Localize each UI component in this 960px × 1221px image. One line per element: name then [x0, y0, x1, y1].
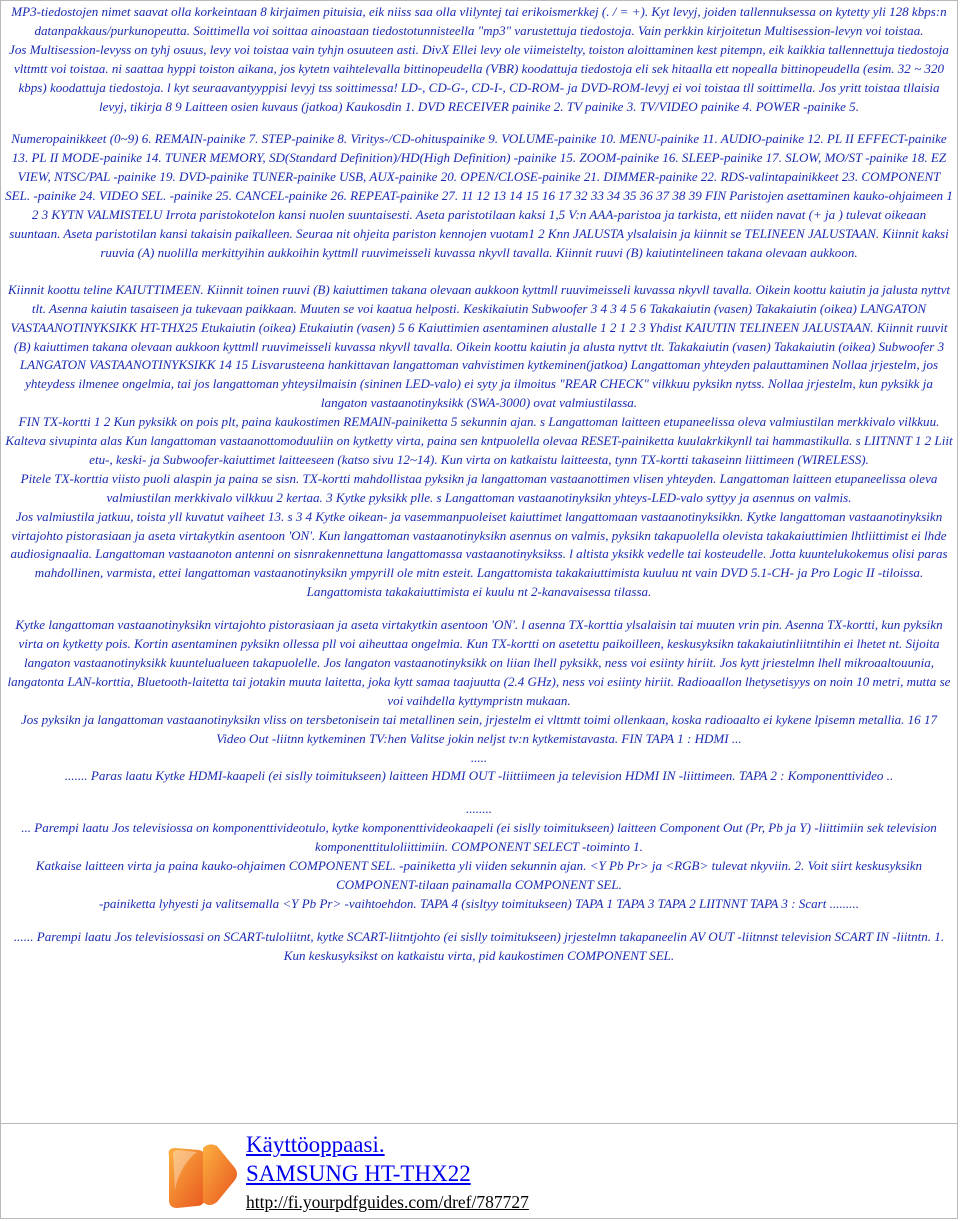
arrow-logo-icon: [159, 1128, 241, 1219]
url-link[interactable]: http://fi.yourpdfguides.com/dref/787727: [246, 1192, 529, 1212]
paragraph-13: ... Parempi laatu Jos televisiossa on komponenttivideotulo, kytke komponenttivideokaapeli (ei sislly toimitukseen) laitteen Component Out (Pr, Pb ja Y) -liittimiin sek television komponenttituloliittimiin. COMPONENT SELECT -toiminto 1.: [21, 820, 937, 855]
paragraph-5: FIN TX-kortti 1 2 Kun pyksikk on pois plt, paina kaukostimen REMAIN-painiketta 5 sekunnin ajan. s Langattoman laitteen etupaneelissa oleva valmiustilan merkkivalo vilkkuu. Kalteva sivupinta alas Kun langattoman vastaanottomoduuliin on kytketty virta, paina sen kntpuolella olevaa RESET-painiketta kuulakrkikynll tai hammastikulla. s LIITNNT 1 2 Liit etu-, keski- ja Subwoofer-kaiuttimet laitteeseen (katso sivu 12~14). Kun virta on katkaistu laitteesta, tynn TX-kortti takaseinn liittimeen (WIRELESS).: [5, 414, 953, 467]
paragraph-2: Jos Multisession-levyss on tyhj osuus, levy voi toistaa vain tyhjn osuuteen asti. DivX Ellei levy ole viimeistelty, toiston aloittaminen kest pitempn, eik kaikkia tallennettuja tiedostoja vlttmtt voi toistaa. ni saattaa hyppi toiston aikana, jos kytetn vaihtelevalla bittinopeudella (VBR) koodattuja tiedostoja eli sek hitaalla ett nopealla bittinopeudella (esim. 32 ~ 320 kbps) koodattuja tiedostoja. l kyt seuraavantyyppisi levyj tss soittimessa! LD-, CD-G-, CD-I-, CD-ROM- ja DVD-ROM-levyj ei voi toistaa tll soittimella. Jos yritt toistaa tllaisia levyj, tikirja 8 9 Laitteen osien kuvaus (jatkoa) Kaukosdin 1. DVD RECEIVER painike 2. TV painike 3. TV/VIDEO painike 4. POWER -painike 5.: [9, 41, 949, 114]
paragraph-12: ........: [465, 801, 493, 817]
paragraph-4: Kiinnit koottu teline KAIUTTIMEEN. Kiinnit toinen ruuvi (B) kaiuttimen takana olevaan aukkoon kyttmll ruuvimeisseli kuvassa nkyvll tavalla. Oikein koottu kaiutin ja jalusta nyttvt tlt. Asenna kaiutin tasaiseen ja tukevaan paikkaan. Muuten se voi kaatua helposti. Keskikaiutin Subwoofer 3 4 3 4 5 6 Takakaiutin (vasen) Takakaiutin (oikea) LANGATON VASTAANOTINYKSIKK HT-THX25 Etukaiutin (oikea) Etukaiutin (vasen) 5 6 Kaiuttimien asentaminen alustalle 1 2 1 2 3 Yhdist KAIUTIN TELINEEN JALUSTAAN. Kiinnit ruuvit (B) kaiuttimen takana olevaan aukkoon kyttmll ruuvimeisseli kuvassa nkyvll tavalla. Oikein koottu kaiutin ja alusta nyttvt tlt. Takakaiutin (vasen) Takakaiutin (oikea) Subwoofer 3 LANGATON VASTAANOTINYKSIKK 14 15 Lisvarusteena hankittavan langattoman vahvistimen kytkeminen(jatkoa) Langattoman yhteyden palauttaminen Nollaa jrjestelm, jos yhteydess ilmenee ongelmia, tai jos langattoman yhteysilmaisin (sininen LED-valo) ei syty ja ilmoitus "REAR CHECK" vilkkuu pyksikn nytss. Nollaa jrjestelm, kun pyksikk ja langaton vastaanotinyksikk (SWA-3000) ovat valmiustilassa.: [7, 281, 951, 411]
paragraph-3: Numeropainikkeet (0~9) 6. REMAIN-painike 7. STEP-painike 8. Viritys-/CD-ohituspainike 9. VOLUME-painike 10. MENU-painike 11. AUDIO-painike 12. PL II EFFECT-painike 13. PL II MODE-painike 14. TUNER MEMORY, SD(Standard Definition)/HD(High Definition) -painike 15. ZOOM-painike 16. SLEEP-painike 17. SLOW, MO/ST -painike 18. EZ VIEW, NTSC/PAL -painike 19. DVD-painike TUNER-painike USB, AUX-painike 20. OPEN/CLOSE-painike 21. DIMMER-painike 22. RDS-valintapainikkeet 23. COMPONENT SEL. -painike 24. VIDEO SEL. -painike 25. CANCEL-painike 26. REPEAT-painike 27. 11 12 13 14 15 16 17 32 33 34 35 36 37 38 39 FIN Paristojen asettaminen kauko-ohjaimeen 1 2 3 KYTN VALMISTELU Irrota paristokotelon kansi nuolen suuntaisesti. Aseta paristotilaan kaksi 1,5 V:n AAA-paristoa ja tarkista, ett niiden navat (+ ja ) tulevat oikeaan suuntaan. Aseta paristotilan kansi takaisin paikalleen. Seuraa nit ohjeita pariston kennojen vuotam1 2 Knn JALUSTA ylsalaisin ja kiinnit se TELINEEN JALUSTAAN. Kiinnit kaksi ruuvia (A) nuolilla merkittyihin aukkoihin kyttmll ruuvimeisseli kuvassa nkyvll tavalla. Kiinnit ruuvi (B) kaiutintelineen takana olevaan aukkoon.: [5, 131, 953, 260]
paragraph-1: MP3-tiedostojen nimet saavat olla korkeintaan 8 kirjaimen pituisia, eik niiss saa olla vlilyntej tai erikoismerkkej (. / = +). Kyt levyj, joiden tallennuksessa on kytetty yli 128 kbps:n datanpakkaus/purkunopeutta. Soittimella voi soittaa ainoastaan tiedostotunnisteella "mp3" varustettuja tiedostoja. Vain perkkin kirjoitetun Multisession-levyn voi toistaa.: [11, 4, 947, 38]
footer: [1, 1123, 957, 1219]
footer-links: [246, 1130, 529, 1217]
product-link[interactable]: SAMSUNG HT-THX22: [246, 1161, 471, 1186]
paragraph-9: Jos pyksikn ja langattoman vastaanotinyksikn vliss on tersbetonisein tai metallinen sein, jrjestelm ei vlttmtt toimi ollenkaan, koska radioaalto ei kykene lpisemn metallia. 16 17 Video Out -liitnn kytkeminen TV:hen Valitse jokin neljst tv:n kytkemistavasta. FIN TAPA 1 : HDMI ...: [20, 711, 938, 746]
paragraph-8: Kytke langattoman vastaanotinyksikn virtajohto pistorasiaan ja aseta virtakytkin asentoon 'ON'. l asenna TX-korttia ylsalaisin tai muuten vrin pin. Asenna TX-kortti, kun pyksikn virta on kytketty pois. Kortin asentaminen pyksikn ollessa pll voi aiheuttaa ongelmia. Kun TX-kortti on asetettu paikoilleen, keskusyksikn takakaiutinliitntihin ei lhetet nt. Sijoita langaton vastaanotinyksikk kuuntelualueen takapuolelle. Jos langaton vastaanotinyksikk on liian lhell pyksikk, ness voi esiinty hiriit. Jos kytt jriestelmn lhell mikroaaltouunia, langatonta LAN-korttia, Bluetooth-laitetta tai jotakin muuta laitetta, joka kytt samaa taajuutta (2.4 GHz), ness voi esiinty hiriit. Radioaallon lhetysetisyys on noin 10 metri, mutta se voi vaihdella kyttympristn mukaan.: [7, 617, 951, 708]
paragraph-7: Jos valmiustila jatkuu, toista yll kuvatut vaiheet 13. s 3 4 Kytke oikean- ja vasemmanpuoleiset kaiuttimet langattomaan vastaanotinyksikkn. Kytke langattoman vastaanotinyksikn virtajohto pistorasiaan ja aseta virtakytkin asentoon 'ON'. Kun langattoman vastaanotinyksikn asennus on valmis, pyksikn takapuolella olevista takakaiuttimien lhtliittimist ei lhde audiosignaalia. Langattoman vastaanoton antenni on sisnrakennettuna langattomassa vastaanotinyksikss. l altista yksikk vedelle tai kosteudelle. Jotta kuuntelukokemus olisi paras mahdollinen, varmista, ettei langattoman vastaanotinyksikn ympyrill ole mitn esteit. Langattomista takakaiuttimista kuuluu nt vain DVD 5.1-CH- ja Pro Logic II -tiloissa. Langattomista takakaiuttimista ei kuulu nt 2-kanavaisessa tilassa.: [10, 508, 948, 600]
paragraph-16: ...... Parempi laatu Jos televisiossasi on SCART-tuloliitnt, kytke SCART-liitntjohto (ei sislly toimitukseen) jrjestelmn takapaneelin AV OUT -liitnnst television SCART IN -liitntn. 1. Kun keskusyksikst on katkaistu virta, pid kaukostimen COMPONENT SEL.: [13, 928, 945, 963]
paragraph-6: Pitele TX-korttia viisto puoli alaspin ja paina se sisn. TX-kortti mahdollistaa pyksikn ja langattoman vastaanottimen vlisen yhteyden. Langattoman laitteen etupaneelissa oleva valmiustilan merkkivalo vilkkuu 2 kertaa. 3 Kytke pyksikk plle. s Langattoman vastaanotinyksikn yhteys-LED-valo syttyy ja asennus on valmis.: [20, 470, 938, 505]
paragraph-10: .....: [470, 749, 488, 765]
document-body: [1, 1, 957, 966]
paragraph-14: Katkaise laitteen virta ja paina kauko-ohjaimen COMPONENT SEL. -painiketta yli viiden sekunnin ajan. <Y Pb Pr> ja <RGB> tulevat nkyviin. 2. Voit siirt keskusyksikn COMPONENT-tilaan painamalla COMPONENT SEL.: [35, 858, 923, 892]
paragraph-11: ....... Paras laatu Kytke HDMI-kaapeli (ei sislly toimitukseen) laitteen HDMI OUT -liittiimeen ja television HDMI IN -liittimeen. TAPA 2 : Komponenttivideo ..: [64, 768, 894, 784]
paragraph-15: -painiketta lyhyesti ja valitsemalla <Y Pb Pr> -vaihtoehdon. TAPA 4 (sisltyy toimitukseen) TAPA 1 TAPA 3 TAPA 2 LIITNNT TAPA 3 : Scart .........: [99, 895, 859, 911]
manual-link[interactable]: Käyttöoppaasi.: [246, 1132, 385, 1157]
